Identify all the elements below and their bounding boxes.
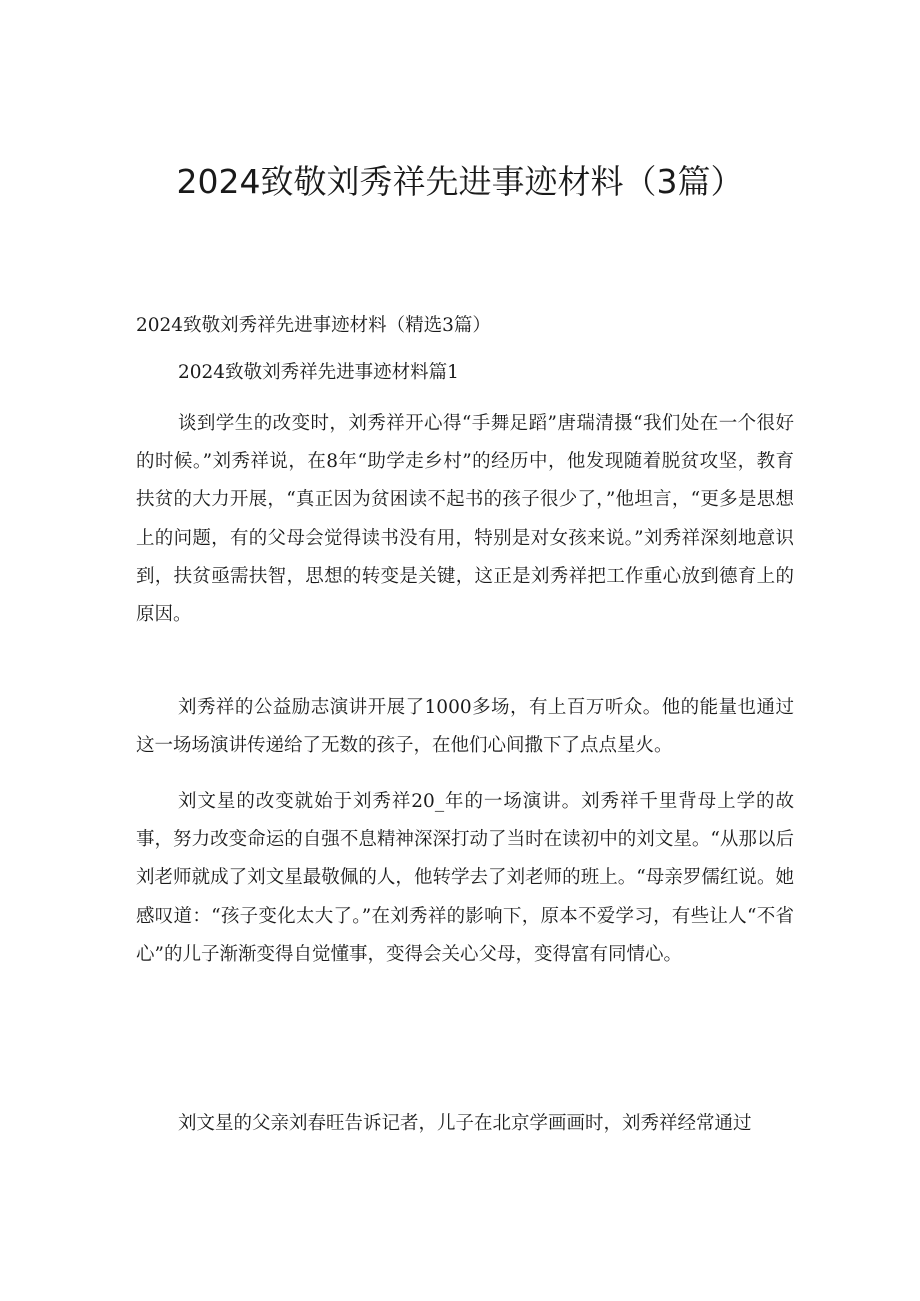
section-heading: 2024致敬刘秀祥先进事迹材料篇1 bbox=[178, 362, 459, 383]
document-subtitle: 2024致敬刘秀祥先进事迹材料（精选3篇） bbox=[136, 315, 491, 336]
paragraph-2: 刘秀祥的公益励志演讲开展了1000多场，有上百万听众。他的能量也通过这一场场演讲传递给了无数的孩子，在他们心间撒下了点点星火。 bbox=[136, 697, 794, 757]
paragraph-1: 谈到学生的改变时，刘秀祥开心得“手舞足蹈”唐瑞清摄“我们处在一个很好的时候。”刘秀祥说，在8年“助学走乡村”的经历中，他发现随着脱贫攻坚，教育扶贫的大力开展，“真正因为贫困读不起书的孩子很少了，”他坦言，“更多是思想上的问题，有的父母会觉得读书没有用，特别是对女孩来说。”刘秀祥深刻地意识到，扶贫亟需扶智，思想的转变是关键，这正是刘秀祥把工作重心放到德育上的原因。 bbox=[136, 413, 794, 626]
paragraph-3: 刘文星的改变就始于刘秀祥20_年的一场演讲。刘秀祥千里背母上学的故事，努力改变命运的自强不息精神深深打动了当时在读初中的刘文星。“从那以后刘老师就成了刘文星最敬佩的人，他转学去了刘老师的班上。“母亲罗儒红说。她感叹道：“孩子变化太大了。”在刘秀祥的影响下，原本不爱学习，有些让人“不省心”的儿子渐渐变得自觉懂事，变得会关心父母，变得富有同情心。 bbox=[136, 791, 794, 965]
document-title: 2024致敬刘秀祥先进事迹材料（3篇） bbox=[176, 162, 744, 201]
paragraph-4: 刘文星的父亲刘春旺告诉记者，儿子在北京学画画时，刘秀祥经常通过 bbox=[178, 1113, 752, 1134]
